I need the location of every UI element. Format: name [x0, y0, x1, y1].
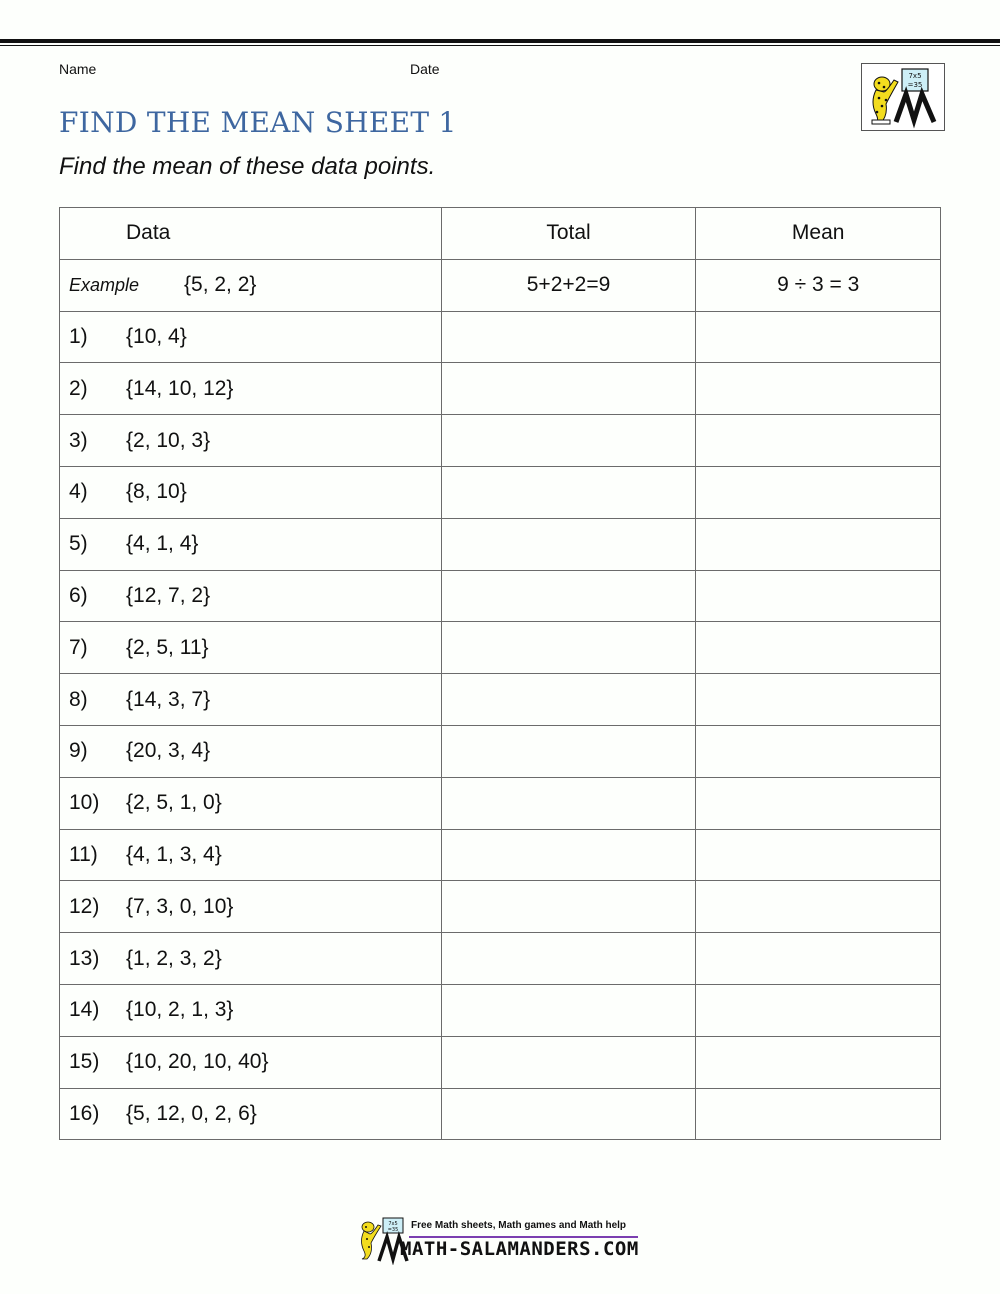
question-data: {2, 5, 11}	[126, 635, 209, 659]
example-data: {5, 2, 2}	[184, 273, 257, 297]
table-row	[60, 1036, 941, 1088]
mean-answer-cell[interactable]	[696, 984, 941, 1036]
mean-answer-cell[interactable]	[696, 933, 941, 985]
mean-answer-cell[interactable]	[696, 466, 941, 518]
example-row	[60, 259, 941, 311]
question-data: {20, 3, 4}	[126, 739, 211, 763]
question-data: {14, 3, 7}	[126, 687, 211, 711]
table-row	[60, 518, 941, 570]
table-header-row	[60, 208, 941, 260]
question-data: {2, 10, 3}	[126, 428, 211, 452]
table-row	[60, 622, 941, 674]
data-cell	[60, 984, 442, 1036]
data-cell	[60, 674, 442, 726]
data-cell	[60, 881, 442, 933]
question-number: 4)	[69, 480, 88, 504]
total-answer-cell[interactable]	[441, 777, 696, 829]
data-cell	[60, 933, 442, 985]
mean-answer-cell[interactable]	[696, 881, 941, 933]
total-answer-cell[interactable]	[441, 829, 696, 881]
total-answer-cell[interactable]	[441, 933, 696, 985]
total-answer-cell[interactable]	[441, 725, 696, 777]
question-number: 16)	[69, 1101, 100, 1125]
table-row	[60, 984, 941, 1036]
data-cell	[60, 466, 442, 518]
total-answer-cell[interactable]	[441, 984, 696, 1036]
question-number: 5)	[69, 532, 88, 556]
mean-answer-cell[interactable]	[696, 415, 941, 467]
question-number: 6)	[69, 583, 88, 607]
svg-text:=35: =35	[907, 81, 923, 89]
salamander-teacher-icon	[862, 64, 944, 130]
question-data: {10, 20, 10, 40}	[126, 1050, 269, 1074]
total-answer-cell[interactable]	[441, 363, 696, 415]
mean-answer-cell[interactable]	[696, 622, 941, 674]
mean-answer-cell[interactable]	[696, 518, 941, 570]
example-total: 5+2+2=9	[441, 259, 696, 311]
footer-site-link[interactable]: MATH-SALAMANDERS.COM	[400, 1238, 639, 1260]
mean-answer-cell[interactable]	[696, 1036, 941, 1088]
question-number: 3)	[69, 428, 88, 452]
top-rule-thin	[0, 45, 1000, 46]
question-data: {10, 4}	[126, 324, 187, 348]
table-row	[60, 881, 941, 933]
data-cell	[60, 777, 442, 829]
table-row	[60, 363, 941, 415]
total-answer-cell[interactable]	[441, 881, 696, 933]
date-label: Date	[410, 61, 440, 77]
svg-text:7x5: 7x5	[908, 72, 922, 80]
total-answer-cell[interactable]	[441, 1036, 696, 1088]
question-data: {1, 2, 3, 2}	[126, 946, 222, 970]
table-row	[60, 1088, 941, 1140]
data-cell	[60, 363, 442, 415]
data-cell	[60, 622, 442, 674]
svg-text:7x5: 7x5	[388, 1221, 398, 1227]
mean-answer-cell[interactable]	[696, 725, 941, 777]
question-number: 8)	[69, 687, 88, 711]
total-answer-cell[interactable]	[441, 466, 696, 518]
question-data: {5, 12, 0, 2, 6}	[126, 1101, 257, 1125]
total-answer-cell[interactable]	[441, 311, 696, 363]
total-answer-cell[interactable]	[441, 674, 696, 726]
table-row	[60, 829, 941, 881]
data-cell	[60, 570, 442, 622]
total-answer-cell[interactable]	[441, 570, 696, 622]
page-title: FIND THE MEAN SHEET 1	[59, 106, 457, 139]
table-row	[60, 674, 941, 726]
mean-answer-cell[interactable]	[696, 829, 941, 881]
column-header-data: Data	[60, 208, 442, 260]
example-data-cell	[60, 259, 442, 311]
question-data: {4, 1, 4}	[126, 532, 199, 556]
question-data: {12, 7, 2}	[126, 583, 211, 607]
question-number: 12)	[69, 894, 100, 918]
example-mean: 9 ÷ 3 = 3	[696, 259, 941, 311]
salamander-logo	[861, 63, 945, 131]
mean-answer-cell[interactable]	[696, 1088, 941, 1140]
mean-table	[59, 207, 941, 1140]
total-answer-cell[interactable]	[441, 1088, 696, 1140]
question-data: {2, 5, 1, 0}	[126, 791, 222, 815]
mean-answer-cell[interactable]	[696, 674, 941, 726]
column-header-total: Total	[441, 208, 696, 260]
question-number: 10)	[69, 791, 100, 815]
footer-tagline: Free Math sheets, Math games and Math help	[411, 1220, 627, 1231]
mean-answer-cell[interactable]	[696, 311, 941, 363]
table-row	[60, 777, 941, 829]
total-answer-cell[interactable]	[441, 622, 696, 674]
question-number: 7)	[69, 635, 88, 659]
question-data: {10, 2, 1, 3}	[126, 998, 234, 1022]
data-cell	[60, 415, 442, 467]
question-number: 14)	[69, 998, 100, 1022]
question-data: {14, 10, 12}	[126, 376, 234, 400]
question-number: 13)	[69, 946, 100, 970]
top-rule-thick	[0, 39, 1000, 43]
table-row	[60, 725, 941, 777]
question-data: {8, 10}	[126, 480, 187, 504]
question-data: {7, 3, 0, 10}	[126, 894, 234, 918]
data-cell	[60, 1088, 442, 1140]
question-data: {4, 1, 3, 4}	[126, 842, 222, 866]
column-header-mean: Mean	[696, 208, 941, 260]
instructions: Find the mean of these data points.	[59, 153, 436, 180]
question-number: 11)	[69, 842, 98, 866]
data-cell	[60, 829, 442, 881]
data-cell	[60, 311, 442, 363]
table-row	[60, 415, 941, 467]
example-label: Example	[69, 275, 140, 296]
question-number: 2)	[69, 376, 88, 400]
name-label: Name	[59, 61, 97, 77]
data-cell	[60, 518, 442, 570]
mean-answer-cell[interactable]	[696, 363, 941, 415]
total-answer-cell[interactable]	[441, 518, 696, 570]
table-row	[60, 570, 941, 622]
data-cell	[60, 1036, 442, 1088]
svg-text:=35: =35	[387, 1227, 399, 1233]
table-row	[60, 311, 941, 363]
question-number: 1)	[69, 324, 88, 348]
total-answer-cell[interactable]	[441, 415, 696, 467]
mean-answer-cell[interactable]	[696, 570, 941, 622]
question-number: 9)	[69, 739, 88, 763]
table-row	[60, 933, 941, 985]
mean-answer-cell[interactable]	[696, 777, 941, 829]
question-number: 15)	[69, 1050, 100, 1074]
table-row	[60, 466, 941, 518]
data-cell	[60, 725, 442, 777]
